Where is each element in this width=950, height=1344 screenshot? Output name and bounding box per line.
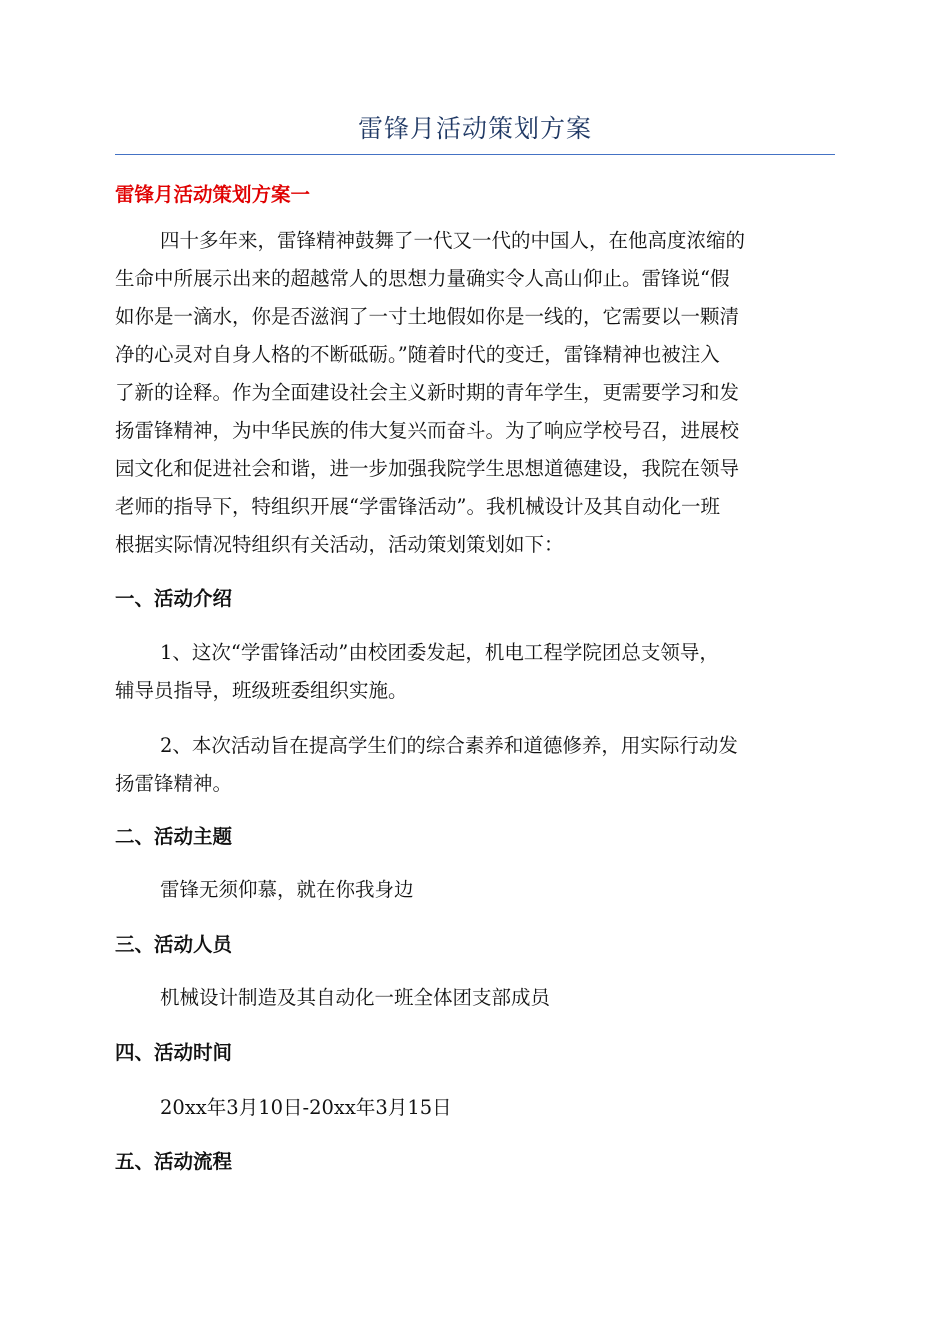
paragraph-line: 扬雷锋精神。 [115, 772, 233, 795]
paragraph-line: 1、这次“学雷锋活动”由校团委发起，机电工程学院团总支领导， [160, 641, 719, 664]
intro-line: 净的心灵对自身人格的不断砥砺。”随着时代的变迁，雷锋精神也被注入 [115, 343, 720, 366]
document-title: 雷锋月活动策划方案 [357, 114, 592, 143]
section-heading-participants: 三、活动人员 [115, 933, 233, 956]
section-heading-introduction: 一、活动介绍 [115, 587, 233, 610]
time-text: 20xx年3月10日-20xx年3月15日 [160, 1096, 452, 1119]
theme-text: 雷锋无须仰慕，就在你我身边 [160, 878, 414, 901]
intro-line: 四十多年来，雷锋精神鼓舞了一代又一代的中国人，在他高度浓缩的 [160, 229, 746, 252]
intro-line: 如你是一滴水，你是否滋润了一寸土地假如你是一线的，它需要以一颗清 [115, 305, 740, 328]
section-heading-time: 四、活动时间 [115, 1041, 233, 1064]
section-heading-theme: 二、活动主题 [115, 825, 233, 848]
participants-text: 机械设计制造及其自动化一班全体团支部成员 [160, 986, 551, 1009]
intro-paragraph [115, 222, 835, 564]
intro-line: 园文化和促进社会和谐，进一步加强我院学生思想道德建设，我院在领导 [115, 457, 740, 480]
paragraph-line: 辅导员指导，班级班委组织实施。 [115, 679, 408, 702]
paragraph-line: 2、本次活动旨在提高学生们的综合素养和道德修养，用实际行动发 [160, 734, 738, 757]
introduction-paragraph-1 [115, 634, 835, 710]
intro-line: 老师的指导下，特组织开展“学雷锋活动”。我机械设计及其自动化一班 [115, 495, 720, 518]
intro-line: 扬雷锋精神，为中华民族的伟大复兴而奋斗。为了响应学校号召，进展校 [115, 419, 740, 442]
section-heading-process: 五、活动流程 [115, 1150, 233, 1173]
intro-line: 生命中所展示出来的超越常人的思想力量确实令人高山仰止。雷锋说“假 [115, 267, 730, 290]
plan-heading: 雷锋月活动策划方案一 [115, 183, 311, 206]
introduction-paragraph-2 [115, 727, 835, 803]
title-underline [115, 154, 835, 155]
intro-line: 根据实际情况特组织有关活动，活动策划策划如下： [115, 533, 564, 556]
intro-line: 了新的诠释。作为全面建设社会主义新时期的青年学生，更需要学习和发 [115, 381, 740, 404]
